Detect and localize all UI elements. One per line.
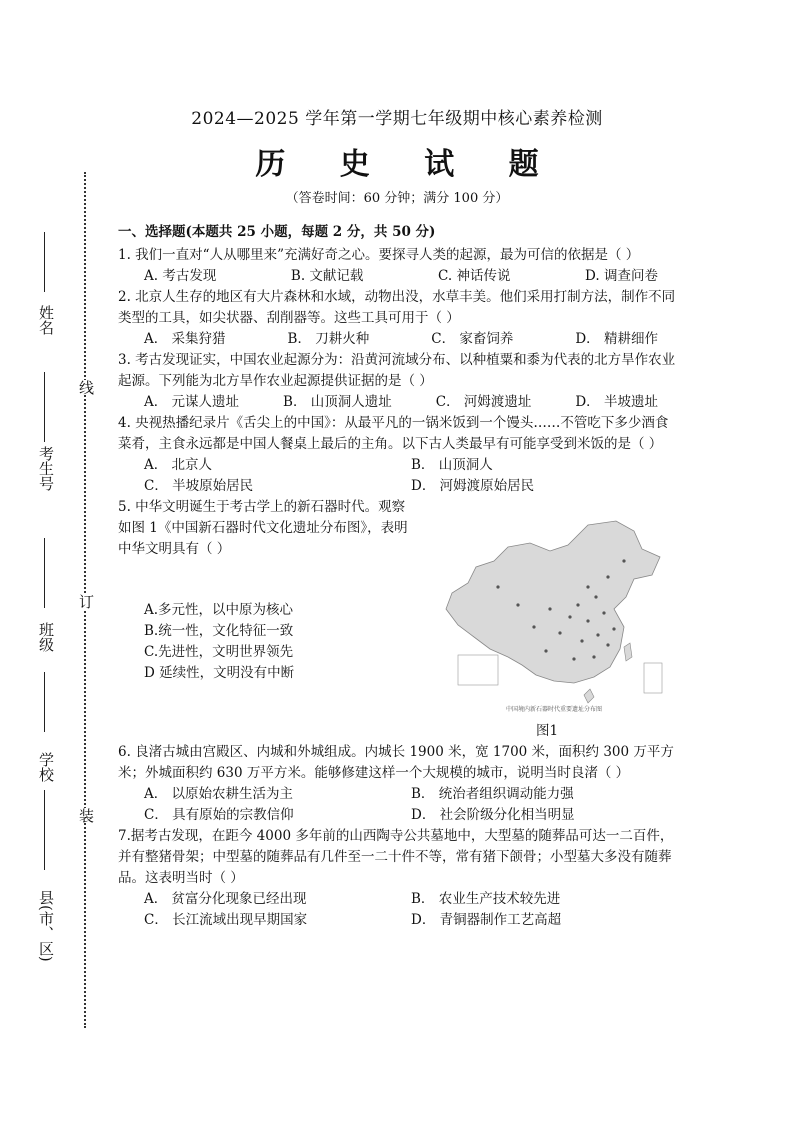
- option-a: A． 采集狩猎: [144, 331, 226, 347]
- option-d: D. 调查问卷: [585, 268, 658, 284]
- question-1: [118, 245, 678, 287]
- county-underline: [44, 790, 45, 870]
- school-underline: [44, 672, 45, 732]
- map-title: 中国境内新石器时代重要遗址分布图: [505, 706, 603, 713]
- option-c: C. 神话传说: [438, 268, 511, 284]
- option-d: D 延续性，文明没有中断: [144, 665, 295, 681]
- option-b: B． 统治者组织调动能力强: [411, 786, 574, 802]
- question-3: [118, 350, 678, 413]
- question-stem: 1. 我们一直对“人从哪里来”充满好奇之心。要探寻人类的起源，最为可信的依据是（ ）: [118, 247, 640, 263]
- exam-no-underline: [44, 372, 45, 442]
- option-a: A． 以原始农耕生活为主: [144, 786, 294, 802]
- question-stem: 6. 良渚古城由宫殿区、内城和外城组成。内城长 1900 米，宽 1700 米，面积约 300 万平方米；外城面积约 630 万平方米。能够修建这样一个大规模的城市，说明当时良渚（ ）: [118, 744, 674, 781]
- xian-mark: 线: [77, 380, 95, 395]
- question-stem: 4. 央视热播纪录片《舌尖上的中国》：从最平凡的一锅米饭到一个馒头……不管吃下多少酒食菜肴，主食永远都是中国人餐桌上最后的主角。以下古人类最早有可能享受到米饭的是（ ）: [118, 415, 669, 452]
- option-a: A． 元谋人遗址: [144, 394, 240, 410]
- name-label: 姓名: [37, 305, 55, 335]
- option-b: B． 山顶洞人遗址: [283, 394, 392, 410]
- time-note: （答卷时间：60 分钟；满分 100 分）: [285, 191, 509, 206]
- figure-caption: 图1: [536, 723, 559, 739]
- section-heading: 一、选择题(本题共 25 小题，每题 2 分，共 50 分): [118, 224, 436, 240]
- ding-mark: 订: [77, 594, 95, 609]
- option-b: B.统一性，文化特征一致: [144, 623, 294, 639]
- school-label: 学校: [37, 752, 55, 782]
- question-6: [118, 742, 678, 826]
- question-2: [118, 287, 678, 350]
- option-c: C.先进性，文明世界领先: [144, 644, 294, 660]
- class-label: 班级: [37, 622, 55, 652]
- option-a: A. 考古发现: [144, 268, 217, 284]
- option-b: B． 刀耕火种: [287, 331, 370, 347]
- option-c: C． 具有原始的宗教信仰: [144, 807, 294, 823]
- option-a: A． 北京人: [144, 457, 213, 473]
- option-b: B． 山顶洞人: [411, 457, 493, 473]
- option-d: D． 精耕细作: [575, 331, 658, 347]
- name-underline: [44, 232, 45, 292]
- option-a: A． 贫富分化现象已经出现: [144, 891, 307, 907]
- option-d: D． 社会阶级分化相当明显: [411, 807, 575, 823]
- exam-title: 2024—2025 学年第一学期七年级期中核心素养检测: [191, 109, 603, 129]
- question-stem: 5. 中华文明诞生于考古学上的新石器时代。观察如图 1《中国新石器时代文化遗址分布图》，表明中华文明具有（ ）: [118, 499, 408, 557]
- page-header: [0, 104, 794, 206]
- county-label: 县(市、区): [37, 890, 55, 962]
- class-underline: [44, 538, 45, 608]
- option-d: D． 半坡遗址: [575, 394, 658, 410]
- question-4: [118, 413, 678, 497]
- question-stem: 7.据考古发现，在距今 4000 多年前的山西陶寺公共墓地中，大型墓的随葬品可达一二百件，并有整猪骨架；中型墓的随葬品有几件至一二十件不等，常有猪下颌骨；小型墓大多没有随葬品。这表明当时（ ）: [118, 828, 674, 886]
- subject-title: 历 史 试 题: [255, 147, 561, 182]
- neolithic-sites-map: [438, 517, 670, 715]
- option-c: C． 长江流域出现早期国家: [144, 912, 308, 928]
- option-b: B. 文献记载: [290, 268, 364, 284]
- option-c: C． 半坡原始居民: [144, 478, 254, 494]
- option-c: C． 家畜饲养: [431, 331, 514, 347]
- option-c: C． 河姆渡遗址: [435, 394, 532, 410]
- option-d: D． 青铜器制作工艺高超: [411, 912, 562, 928]
- question-stem: 2. 北京人生存的地区有大片森林和水域，动物出没，水草丰美。他们采用打制方法，制作不同类型的工具，如尖状器、刮削器等。这些工具可用于（ ）: [118, 289, 676, 326]
- zhuang-mark: 装: [77, 808, 95, 823]
- option-b: B． 农业生产技术较先进: [411, 891, 561, 907]
- question-5: [118, 497, 678, 742]
- question-stem: 3. 考古发现证实，中国农业起源分为：沿黄河流域分布、以种植粟和黍为代表的北方旱作农业起源。下列能为北方旱作农业起源提供证据的是（ ）: [118, 352, 676, 389]
- question-area: [118, 222, 678, 931]
- question-7: [118, 826, 678, 931]
- option-d: D． 河姆渡原始居民: [411, 478, 535, 494]
- exam-no-label: 考生号: [37, 446, 55, 491]
- option-a: A.多元性，以中原为核心: [144, 602, 294, 618]
